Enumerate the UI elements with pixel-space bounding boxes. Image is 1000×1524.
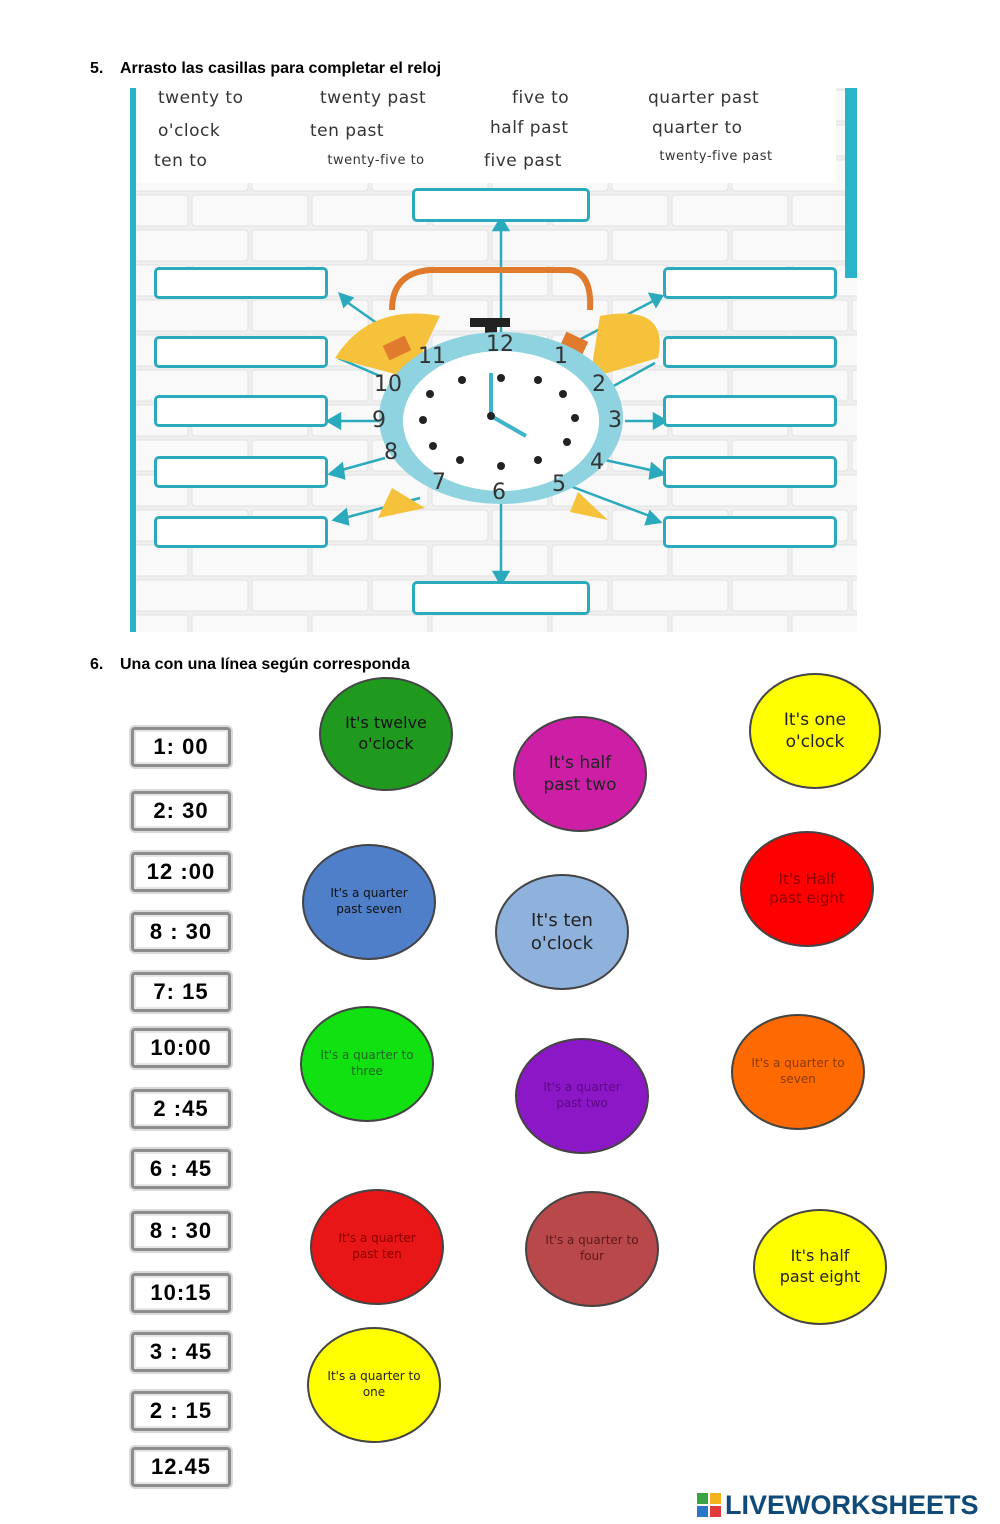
time-card[interactable]: 10:00 [131, 1028, 231, 1068]
liveworksheets-logo-text: LIVEWORKSHEETS [725, 1489, 979, 1520]
answer-circle[interactable] [515, 1038, 649, 1154]
answer-circle[interactable] [749, 673, 881, 789]
answer-circle[interactable] [495, 874, 629, 990]
answer-circle-text: It's a quarter to four [545, 1233, 639, 1263]
drop-box-left-1[interactable] [154, 267, 328, 299]
answer-circle-text: It's a quarter to one [327, 1369, 421, 1399]
answer-circle[interactable] [740, 831, 874, 947]
drop-box-right-2[interactable] [663, 336, 837, 368]
question-5-number: 5. [90, 60, 104, 77]
drop-box-right-5[interactable] [663, 516, 837, 548]
word-tile[interactable]: twenty-five to [327, 153, 425, 168]
time-card[interactable]: 12 :00 [131, 852, 231, 892]
answer-circle[interactable] [513, 716, 647, 832]
question-6-instruction: Una con una línea según corresponda [120, 656, 410, 673]
answer-circle[interactable] [307, 1327, 441, 1443]
clock-number: 6 [492, 480, 506, 505]
answer-circle[interactable] [319, 677, 453, 791]
answer-circle-text: It's a quarter past ten [338, 1231, 416, 1261]
clock-number: 7 [432, 470, 446, 495]
answer-circle-text: It's a quarter past seven [330, 886, 408, 916]
clock-number: 12 [486, 332, 514, 357]
word-tile[interactable]: twenty to [158, 88, 244, 108]
clock-exercise-panel [130, 88, 857, 632]
time-card[interactable]: 2: 30 [131, 791, 231, 831]
clock-number: 11 [418, 344, 446, 369]
word-tile[interactable]: five to [512, 88, 570, 108]
question-5-instruction: Arrasto las casillas para completar el reloj [120, 60, 442, 77]
word-tile[interactable]: o'clock [158, 121, 221, 141]
drop-box-bottom[interactable] [412, 581, 590, 615]
clock-number: 9 [372, 408, 386, 433]
clock-number: 2 [592, 372, 606, 397]
drop-box-right-3[interactable] [663, 395, 837, 427]
answer-circle-text: It's a quarter to three [320, 1048, 414, 1078]
answer-circle-text: It's a quarter past two [543, 1080, 621, 1110]
time-card[interactable]: 10:15 [131, 1273, 231, 1313]
clock-number: 4 [590, 450, 604, 475]
drop-box-left-2[interactable] [154, 336, 328, 368]
clock-number: 10 [374, 372, 402, 397]
word-tile[interactable]: twenty-five past [659, 149, 773, 164]
answer-circle[interactable] [310, 1189, 444, 1305]
word-tile[interactable]: twenty past [320, 88, 427, 108]
answer-circle-text: It's one o'clock [783, 709, 847, 752]
question-6-number: 6. [90, 656, 104, 673]
clock-number: 3 [608, 408, 622, 433]
answer-circle-text: It's half past two [543, 752, 617, 795]
answer-circle[interactable] [753, 1209, 887, 1325]
question-6-title [90, 656, 410, 674]
word-tile[interactable]: ten to [154, 151, 208, 171]
drop-box-left-3[interactable] [154, 395, 328, 427]
time-card[interactable]: 3 : 45 [131, 1332, 231, 1372]
time-card[interactable]: 8 : 30 [131, 1211, 231, 1251]
drop-box-left-4[interactable] [154, 456, 328, 488]
answer-circle-text: It's twelve o'clock [345, 713, 427, 753]
drop-box-right-1[interactable] [663, 267, 837, 299]
answer-circle[interactable] [525, 1191, 659, 1307]
drop-box-left-5[interactable] [154, 516, 328, 548]
clock-number: 8 [384, 440, 398, 465]
time-card[interactable]: 2 :45 [131, 1089, 231, 1129]
drop-box-right-4[interactable] [663, 456, 837, 488]
liveworksheets-logo-icon [697, 1493, 721, 1517]
drop-box-top[interactable] [412, 188, 590, 222]
answer-circle-text: It's a quarter to seven [751, 1056, 845, 1086]
word-tile[interactable]: quarter past [648, 88, 760, 108]
answer-circle-text: It's half past eight [779, 1246, 861, 1286]
clock-number: 1 [554, 344, 568, 369]
answer-circle[interactable] [731, 1014, 865, 1130]
answer-circle[interactable] [300, 1006, 434, 1122]
liveworksheets-logo [697, 1488, 979, 1522]
question-5-title [90, 60, 441, 78]
time-card[interactable]: 12.45 [131, 1447, 231, 1487]
word-tile[interactable]: ten past [310, 121, 385, 141]
time-card[interactable]: 8 : 30 [131, 912, 231, 952]
time-card[interactable]: 2 : 15 [131, 1391, 231, 1431]
clock-number: 5 [552, 472, 566, 497]
word-tile[interactable]: five past [484, 151, 562, 171]
answer-circle-text: It's ten o'clock [530, 909, 594, 954]
word-tile[interactable]: quarter to [652, 118, 743, 138]
word-tile[interactable]: half past [490, 118, 569, 138]
answer-circle-text: It's Half past eight [769, 869, 845, 907]
time-card[interactable]: 6 : 45 [131, 1149, 231, 1189]
time-card[interactable]: 7: 15 [131, 972, 231, 1012]
time-card[interactable]: 1: 00 [131, 727, 231, 767]
answer-circle[interactable] [302, 844, 436, 960]
